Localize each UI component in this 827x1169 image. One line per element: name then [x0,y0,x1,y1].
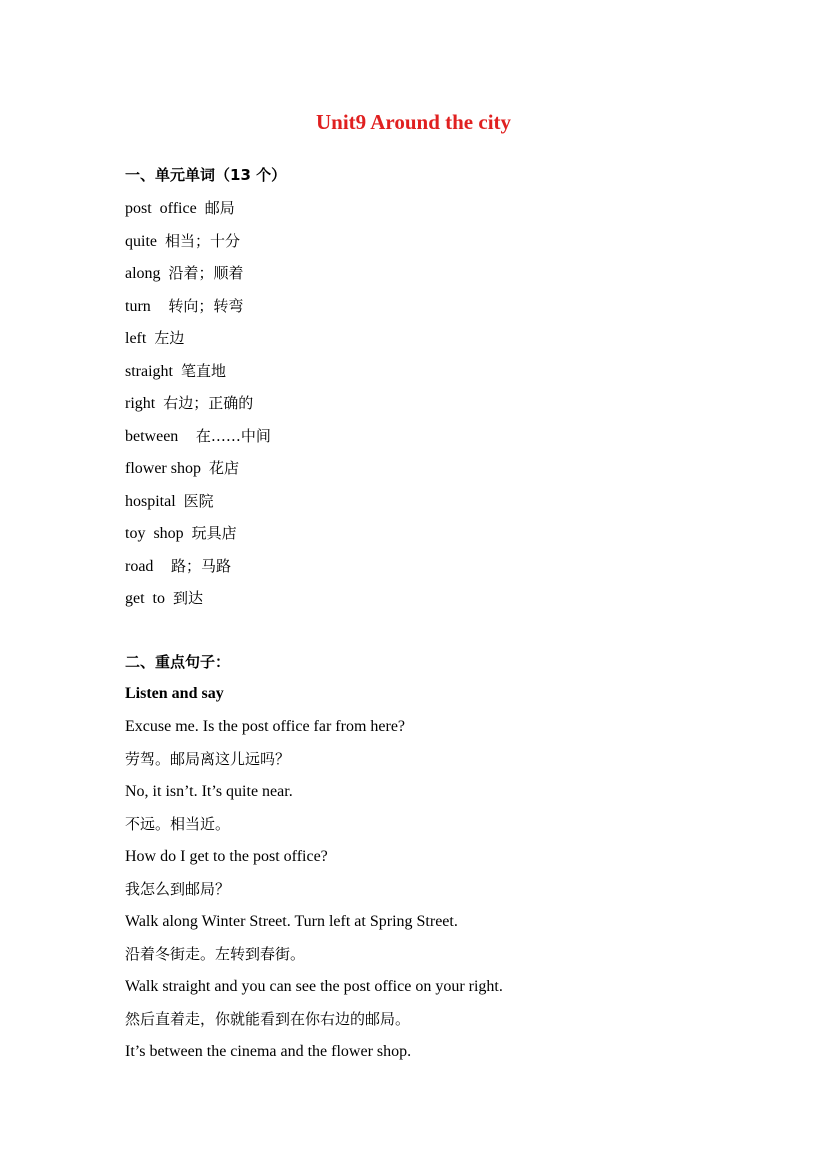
sentence-chinese: 劳驾。邮局离这儿远吗？ [125,750,291,768]
vocabulary-item [125,425,271,446]
vocabulary-item [125,197,235,218]
vocabulary-english: turn [125,298,151,315]
vocabulary-item [125,230,240,251]
sentence-english: How do I get to the post office? [125,848,328,865]
vocabulary-item [125,360,226,381]
vocabulary-chinese: 沿着；顺着 [168,264,244,282]
subheading-listen-and-say: Listen and say [125,685,224,702]
vocabulary-english: along [125,265,161,282]
vocabulary-english: road [125,558,154,575]
vocabulary-chinese: 路；马路 [161,557,231,575]
vocabulary-item [125,587,203,608]
vocabulary-english: flower shop [125,460,201,477]
vocabulary-chinese: 笔直地 [181,362,227,380]
vocabulary-item [125,555,231,576]
vocabulary-item [125,392,253,413]
vocabulary-item [125,327,184,348]
vocabulary-item [125,262,244,283]
vocabulary-chinese: 在……中间 [186,427,271,445]
sentence-chinese: 不远。相当近。 [125,815,231,833]
vocabulary-chinese: 相当；十分 [165,232,241,250]
vocabulary-chinese: 左边 [154,329,185,347]
vocabulary-chinese: 医院 [183,492,214,510]
vocabulary-english: hospital [125,493,176,510]
section-heading-sentences: 二、重点句子： [125,653,231,671]
vocabulary-item [125,490,214,511]
vocabulary-english: get to [125,590,165,607]
vocabulary-english: right [125,395,156,412]
vocabulary-english: post office [125,200,197,217]
vocabulary-item [125,295,243,316]
vocabulary-english: between [125,428,179,445]
vocabulary-chinese: 玩具店 [191,524,237,542]
vocabulary-chinese: 转向；转弯 [158,297,244,315]
page-title: Unit9 Around the city [315,110,512,134]
sentence-english: Excuse me. Is the post office far from here? [125,718,406,735]
vocabulary-english: straight [125,363,173,380]
vocabulary-chinese: 邮局 [204,199,235,217]
sentence-english: No, it isn’t. It’s quite near. [125,783,293,800]
sentence-chinese: 沿着冬街走。左转到春街。 [125,945,306,963]
vocabulary-english: quite [125,233,157,250]
vocabulary-english: toy shop [125,525,184,542]
vocabulary-item [125,457,239,478]
vocabulary-chinese: 到达 [173,589,204,607]
vocabulary-item [125,522,237,543]
vocabulary-chinese: 花店 [208,459,239,477]
sentence-chinese: 然后直着走，你就能看到在你右边的邮局。 [125,1010,411,1028]
sentence-english: Walk straight and you can see the post office on your right. [125,978,503,995]
sentence-english: Walk along Winter Street. Turn left at Spring Street. [125,913,458,930]
section-heading-vocabulary: 一、单元单词（13 个） [125,166,287,184]
sentence-chinese: 我怎么到邮局？ [125,880,231,898]
sentence-english: It’s between the cinema and the flower shop. [125,1043,412,1060]
vocabulary-chinese: 右边；正确的 [163,394,254,412]
vocabulary-english: left [125,330,147,347]
